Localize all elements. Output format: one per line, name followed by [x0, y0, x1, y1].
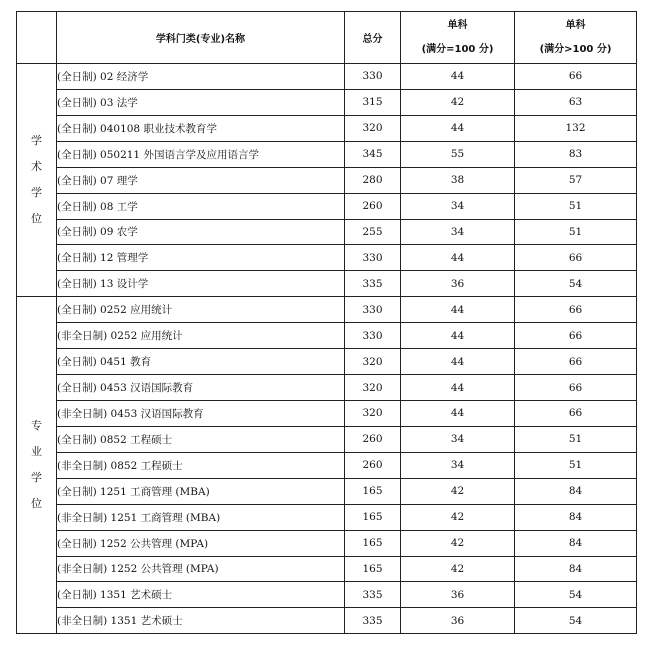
- total-score: 260: [345, 452, 401, 478]
- single-over-100-score: 132: [515, 115, 637, 141]
- table-row: [17, 167, 637, 193]
- single-over-100-score: 51: [515, 452, 637, 478]
- total-score: 330: [345, 297, 401, 323]
- single-over-100-score: 84: [515, 556, 637, 582]
- table-row: [17, 193, 637, 219]
- total-score: 315: [345, 89, 401, 115]
- total-score: 260: [345, 426, 401, 452]
- single-100-score: 44: [401, 245, 515, 271]
- single-100-score: 42: [401, 504, 515, 530]
- table-row: [17, 400, 637, 426]
- subject-name: (非全日制) 0852 工程硕士: [57, 452, 345, 478]
- total-score: 320: [345, 115, 401, 141]
- subject-name: (全日制) 1251 工商管理 (MBA): [57, 478, 345, 504]
- single-100-score: 36: [401, 582, 515, 608]
- total-score: 330: [345, 323, 401, 349]
- category-professional: [17, 297, 57, 634]
- single-100-score: 44: [401, 297, 515, 323]
- total-score: 280: [345, 167, 401, 193]
- table-row: [17, 582, 637, 608]
- single-over-100-score: 83: [515, 141, 637, 167]
- subject-name: (全日制) 09 农学: [57, 219, 345, 245]
- single-over-100-score: 66: [515, 375, 637, 401]
- header-total: 总分: [345, 12, 401, 64]
- category-char: 术: [31, 160, 42, 174]
- header-single-over-100-line1: 单科: [565, 19, 586, 31]
- table-row: [17, 89, 637, 115]
- total-score: 320: [345, 349, 401, 375]
- single-over-100-score: 84: [515, 530, 637, 556]
- category-char: 学: [31, 186, 42, 200]
- category-char: 学: [31, 134, 42, 148]
- subject-name: (全日制) 1351 艺术硕士: [57, 582, 345, 608]
- total-score: 255: [345, 219, 401, 245]
- single-100-score: 44: [401, 323, 515, 349]
- subject-name: (全日制) 040108 职业技术教育学: [57, 115, 345, 141]
- subject-name: (非全日制) 1251 工商管理 (MBA): [57, 504, 345, 530]
- total-score: 165: [345, 556, 401, 582]
- table-body: [17, 64, 637, 634]
- table-row: [17, 556, 637, 582]
- subject-name: (全日制) 0451 教育: [57, 349, 345, 375]
- table-row: [17, 375, 637, 401]
- table-row: [17, 115, 637, 141]
- subject-name: (非全日制) 0453 汉语国际教育: [57, 400, 345, 426]
- subject-name: (非全日制) 1351 艺术硕士: [57, 608, 345, 634]
- total-score: 330: [345, 64, 401, 90]
- single-100-score: 42: [401, 89, 515, 115]
- table-row: [17, 608, 637, 634]
- header-subject: 学科门类(专业)名称: [57, 12, 345, 64]
- subject-name: (全日制) 03 法学: [57, 89, 345, 115]
- single-over-100-score: 63: [515, 89, 637, 115]
- single-over-100-score: 66: [515, 64, 637, 90]
- single-over-100-score: 57: [515, 167, 637, 193]
- single-over-100-score: 66: [515, 349, 637, 375]
- single-100-score: 34: [401, 193, 515, 219]
- table-row: [17, 426, 637, 452]
- single-over-100-score: 51: [515, 426, 637, 452]
- table-row: [17, 297, 637, 323]
- single-over-100-score: 66: [515, 323, 637, 349]
- table-row: [17, 271, 637, 297]
- subject-name: (非全日制) 1252 公共管理 (MPA): [57, 556, 345, 582]
- single-over-100-score: 51: [515, 219, 637, 245]
- table-row: [17, 64, 637, 90]
- single-100-score: 36: [401, 271, 515, 297]
- subject-name: (全日制) 0453 汉语国际教育: [57, 375, 345, 401]
- table-row: [17, 219, 637, 245]
- total-score: 260: [345, 193, 401, 219]
- subject-name: (全日制) 050211 外国语言学及应用语言学: [57, 141, 345, 167]
- total-score: 335: [345, 582, 401, 608]
- table-row: [17, 504, 637, 530]
- subject-name: (全日制) 0252 应用统计: [57, 297, 345, 323]
- single-100-score: 44: [401, 375, 515, 401]
- category-char: 位: [31, 212, 42, 226]
- total-score: 320: [345, 375, 401, 401]
- single-100-score: 42: [401, 478, 515, 504]
- category-char: 位: [31, 497, 42, 511]
- table-row: [17, 349, 637, 375]
- total-score: 345: [345, 141, 401, 167]
- total-score: 320: [345, 400, 401, 426]
- single-100-score: 44: [401, 349, 515, 375]
- header-single-100-line1: 单科: [447, 19, 468, 31]
- subject-name: (全日制) 08 工学: [57, 193, 345, 219]
- single-over-100-score: 84: [515, 478, 637, 504]
- single-over-100-score: 84: [515, 504, 637, 530]
- category-char: 业: [31, 445, 42, 459]
- single-100-score: 34: [401, 452, 515, 478]
- table-row: [17, 323, 637, 349]
- category-char: 学: [31, 471, 42, 485]
- subject-name: (全日制) 1252 公共管理 (MPA): [57, 530, 345, 556]
- category-char: 专: [31, 419, 42, 433]
- single-100-score: 42: [401, 556, 515, 582]
- subject-name: (全日制) 13 设计学: [57, 271, 345, 297]
- table-row: [17, 245, 637, 271]
- table-row: [17, 478, 637, 504]
- header-single-100-line2: (满分=100 分): [421, 43, 494, 55]
- single-100-score: 44: [401, 115, 515, 141]
- header-category: [17, 12, 57, 64]
- total-score: 165: [345, 530, 401, 556]
- total-score: 165: [345, 504, 401, 530]
- header-single-100: [401, 12, 515, 64]
- subject-name: (全日制) 02 经济学: [57, 64, 345, 90]
- subject-name: (全日制) 07 理学: [57, 167, 345, 193]
- score-table: [16, 11, 637, 634]
- subject-name: (非全日制) 0252 应用统计: [57, 323, 345, 349]
- table-row: [17, 530, 637, 556]
- single-over-100-score: 66: [515, 400, 637, 426]
- single-over-100-score: 54: [515, 582, 637, 608]
- single-100-score: 44: [401, 64, 515, 90]
- single-100-score: 34: [401, 219, 515, 245]
- single-100-score: 42: [401, 530, 515, 556]
- header-single-over-100: [515, 12, 637, 64]
- subject-name: (全日制) 12 管理学: [57, 245, 345, 271]
- single-100-score: 36: [401, 608, 515, 634]
- header-single-over-100-line2: (满分>100 分): [539, 43, 612, 55]
- single-over-100-score: 66: [515, 297, 637, 323]
- single-over-100-score: 66: [515, 245, 637, 271]
- total-score: 335: [345, 271, 401, 297]
- single-100-score: 55: [401, 141, 515, 167]
- single-100-score: 34: [401, 426, 515, 452]
- table-row: [17, 141, 637, 167]
- category-academic: [17, 64, 57, 297]
- total-score: 165: [345, 478, 401, 504]
- header-row: [17, 12, 637, 64]
- total-score: 330: [345, 245, 401, 271]
- single-over-100-score: 54: [515, 271, 637, 297]
- single-100-score: 44: [401, 400, 515, 426]
- single-over-100-score: 51: [515, 193, 637, 219]
- subject-name: (全日制) 0852 工程硕士: [57, 426, 345, 452]
- single-over-100-score: 54: [515, 608, 637, 634]
- table-row: [17, 452, 637, 478]
- single-100-score: 38: [401, 167, 515, 193]
- total-score: 335: [345, 608, 401, 634]
